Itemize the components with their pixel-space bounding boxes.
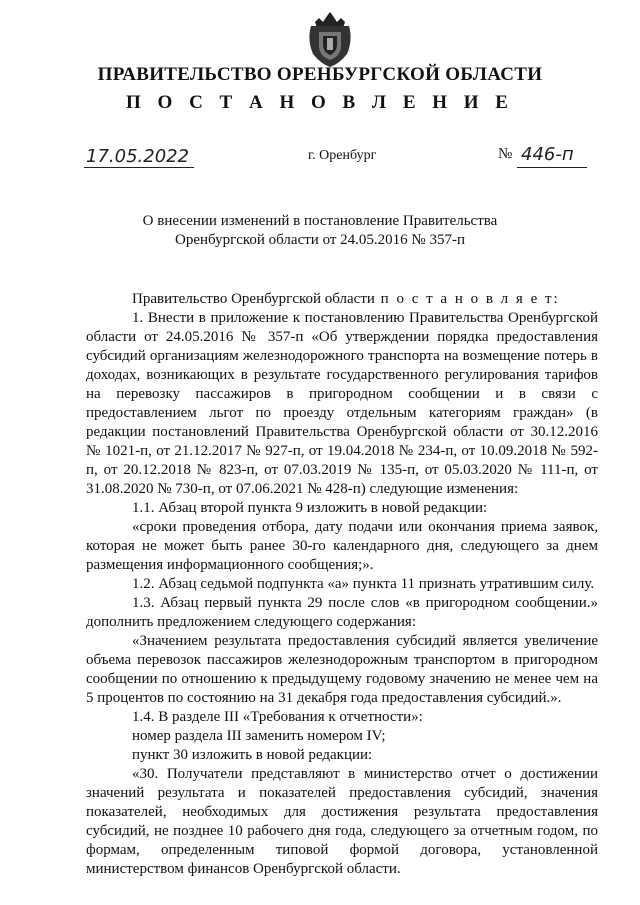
paragraph-1-3-quote: «Значением результата предоставления субсидий является увеличение объема перевозок пассажиров железнодорожным транспортом в пригородном сообщении по отношению к предыдущему годовому значению не менее чем на 5 процентов по состоянию на 31 декабря года предоставления субсидий.». [86, 633, 598, 706]
coat-of-arms-icon [305, 10, 355, 68]
number-label: № [498, 146, 513, 162]
paragraph-1-1-quote: «сроки проведения отбора, дату подачи или окончания приема заявок, которая не может быть ранее 30-го календарного дня, следующего за днем размещения информационного сообщения;». [86, 519, 598, 573]
document-date: 17.05.2022 [86, 146, 190, 167]
preamble-text: Правительство Оренбургской области [132, 291, 375, 307]
document-title: О внесении изменений в постановление Правительства Оренбургской области от 24.05.2016 № 357-п [142, 213, 498, 248]
paragraph-1-3: 1.3. Абзац первый пункта 29 после слов «в пригородном сообщении.» дополнить предложением следующего содержания: [86, 595, 598, 630]
date-underline [84, 167, 194, 168]
document-type: П О С Т А Н О В Л Е Н И Е [126, 92, 514, 113]
paragraph-1-2: 1.2. Абзац седьмой подпункта «а» пункта 11 признать утратившим силу. [132, 576, 595, 592]
number-underline [517, 167, 587, 168]
preamble [86, 290, 598, 309]
paragraph-1-4-a: номер раздела III заменить номером IV; [132, 728, 386, 744]
document-number: 446-п [521, 144, 574, 165]
paragraph-1-4-b: пункт 30 изложить в новой редакции: [132, 747, 373, 763]
document-body [86, 290, 598, 879]
preamble-decrees: п о с т а н о в л я е т: [374, 291, 560, 307]
paragraph-1-4: 1.4. В разделе III «Требования к отчетности»: [132, 709, 423, 725]
paragraph-1-4-quote: «30. Получатели представляют в министерство отчет о достижении значений результата и показателей предоставления субсидий, значения показателей, необходимых для достижения результата предоставления субсидий, не позднее 10 рабочего дня года, следующего за отчетным годом, по формам, определенным типовой формой договора, установленной министерством финансов Оренбургской области. [86, 766, 598, 877]
government-name: ПРАВИТЕЛЬСТВО ОРЕНБУРГСКОЙ ОБЛАСТИ [97, 64, 543, 85]
paragraph-1: 1. Внести в приложение к постановлению Правительства Оренбургской области от 24.05.2016 № 357-п «Об утверждении порядка предоставления субсидий организациям железнодорожного транспорта на возмещение потерь в доходах, возникающих в результате государственного регулирования тарифов на перевозку пассажиров в пригородном сообщении и в связи с предоставлением льгот по проезду отдельным категориям граждан» (в редакции постановлений Правительства Оренбургской области от 30.12.2016 № 1021-п, от 21.12.2017 № 927-п, от 19.04.2018 № 234-п, от 10.09.2018 № 592-п, от 20.12.2018 № 823-п, от 07.03.2019 № 135-п, от 05.03.2020 № 111-п, от 31.08.2020 № 730-п, от 07.06.2021 № 428-п) следующие изменения: [86, 310, 598, 497]
paragraph-1-1: 1.1. Абзац второй пункта 9 изложить в новой редакции: [132, 500, 488, 516]
document-city: г. Оренбург [308, 148, 377, 163]
